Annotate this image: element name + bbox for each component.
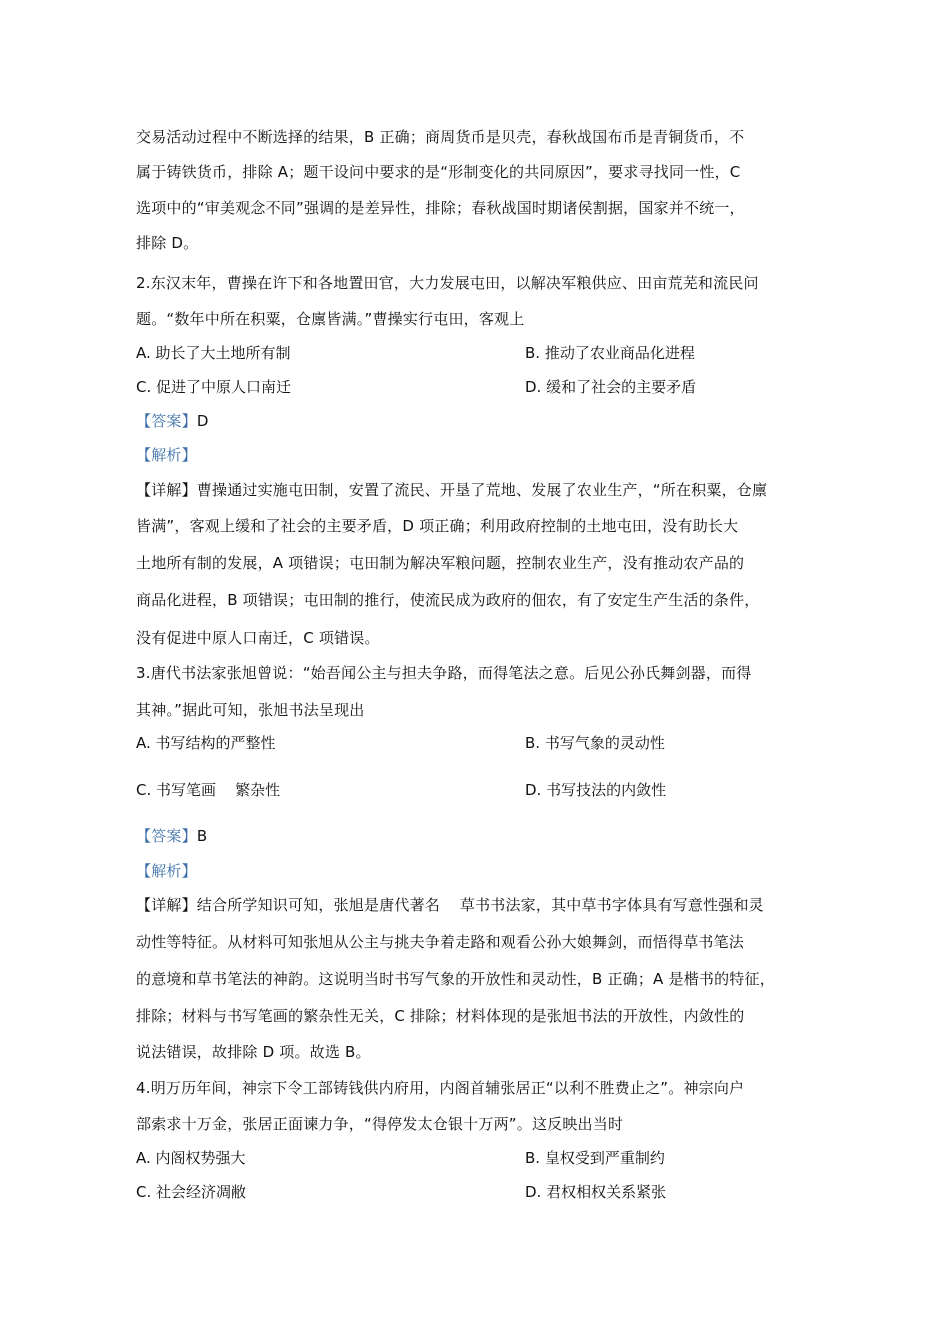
q2-stem: 2.东汉末年，曹操在许下和各地置田官，大力发展屯田，以解决军粮供应、田亩荒芜和流民问 xyxy=(136,274,759,292)
q3-detail-line: 的意境和草书笔法的神韵。这说明当时书写气象的开放性和灵动性，B 正确；A 是楷书的特征， xyxy=(136,970,775,988)
q3-answer xyxy=(136,826,207,846)
q2-detail-line: 没有促进中原人口南迁，C 项错误。 xyxy=(136,629,380,647)
q4-option-a: A. 内阁权势强大 xyxy=(136,1149,246,1167)
answer-value: D xyxy=(196,412,209,430)
q4-option-c: C. 社会经济凋敝 xyxy=(136,1183,247,1201)
q3-stem: 其神。”据此可知，张旭书法呈现出 xyxy=(136,701,365,719)
q2-answer xyxy=(136,411,209,431)
q2-analysis-label: 【解析】 xyxy=(136,446,197,464)
q1-analysis-line: 交易活动过程中不断选择的结果，B 正确；商周货币是贝壳，春秋战国布币是青铜货币，不 xyxy=(136,128,745,146)
q3-detail-line: 【详解】结合所学知识可知，张旭是唐代著名 草书书法家，其中草书字体具有写意性强和灵 xyxy=(136,896,764,914)
q3-stem: 3.唐代书法家张旭曾说：“始吾闻公主与担夫争路，而得笔法之意。后见公孙氏舞剑器，而得 xyxy=(136,664,752,682)
q2-detail-line: 商品化进程，B 项错误；屯田制的推行，使流民成为政府的佃农，有了安定生产生活的条件， xyxy=(136,591,760,609)
q3-option-b: B. 书写气象的灵动性 xyxy=(525,734,665,752)
q2-option-c: C. 促进了中原人口南迁 xyxy=(136,378,292,396)
q2-detail-line: 【详解】曹操通过实施屯田制，安置了流民、开垦了荒地、发展了农业生产，“所在积粟，仓廪 xyxy=(136,481,768,499)
q4-option-b: B. 皇权受到严重制约 xyxy=(525,1149,665,1167)
q1-analysis-line: 排除 D。 xyxy=(136,234,199,252)
q2-stem: 题。“数年中所在积粟，仓廪皆满。”曹操实行屯田，客观上 xyxy=(136,310,525,328)
answer-value: B xyxy=(196,827,208,845)
q1-analysis-line: 属于铸铁货币，排除 A；题干设问中要求的是“形制变化的共同原因”，要求寻找同一性，C xyxy=(136,163,741,181)
q4-stem: 部索求十万金，张居正面谏力争，“得停发太仓银十万两”。这反映出当时 xyxy=(136,1115,624,1133)
q2-option-b: B. 推动了农业商品化进程 xyxy=(525,344,695,362)
q2-option-d: D. 缓和了社会的主要矛盾 xyxy=(525,378,697,396)
q4-option-d: D. 君权相权关系紧张 xyxy=(525,1183,667,1201)
q3-detail-line: 动性等特征。从材料可知张旭从公主与挑夫争着走路和观看公孙大娘舞剑，而悟得草书笔法 xyxy=(136,933,745,951)
q1-analysis-line: 选项中的“审美观念不同”强调的是差异性，排除；春秋战国时期诸侯割据，国家并不统一， xyxy=(136,199,745,217)
q3-detail-line: 说法错误，故排除 D 项。故选 B。 xyxy=(136,1043,371,1061)
q3-detail-line: 排除；材料与书写笔画的繁杂性无关，C 排除；材料体现的是张旭书法的开放性，内敛性的 xyxy=(136,1007,745,1025)
q2-detail-line: 土地所有制的发展，A 项错误；屯田制为解决军粮问题，控制农业生产，没有推动农产品的 xyxy=(136,554,745,572)
answer-label: 【答案】 xyxy=(136,827,197,845)
q3-option-d: D. 书写技法的内敛性 xyxy=(525,781,667,799)
q4-stem: 4.明万历年间，神宗下令工部铸钱供内府用，内阁首辅张居正“以利不胜费止之”。神宗向户 xyxy=(136,1079,745,1097)
q3-analysis-label: 【解析】 xyxy=(136,862,197,880)
q2-option-a: A. 助长了大土地所有制 xyxy=(136,344,291,362)
answer-label: 【答案】 xyxy=(136,412,197,430)
q3-option-a: A. 书写结构的严整性 xyxy=(136,734,276,752)
q3-option-c: C. 书写笔画 繁杂性 xyxy=(136,781,281,799)
q2-detail-line: 皆满”，客观上缓和了社会的主要矛盾，D 项正确；利用政府控制的土地屯田，没有助长大 xyxy=(136,517,739,535)
